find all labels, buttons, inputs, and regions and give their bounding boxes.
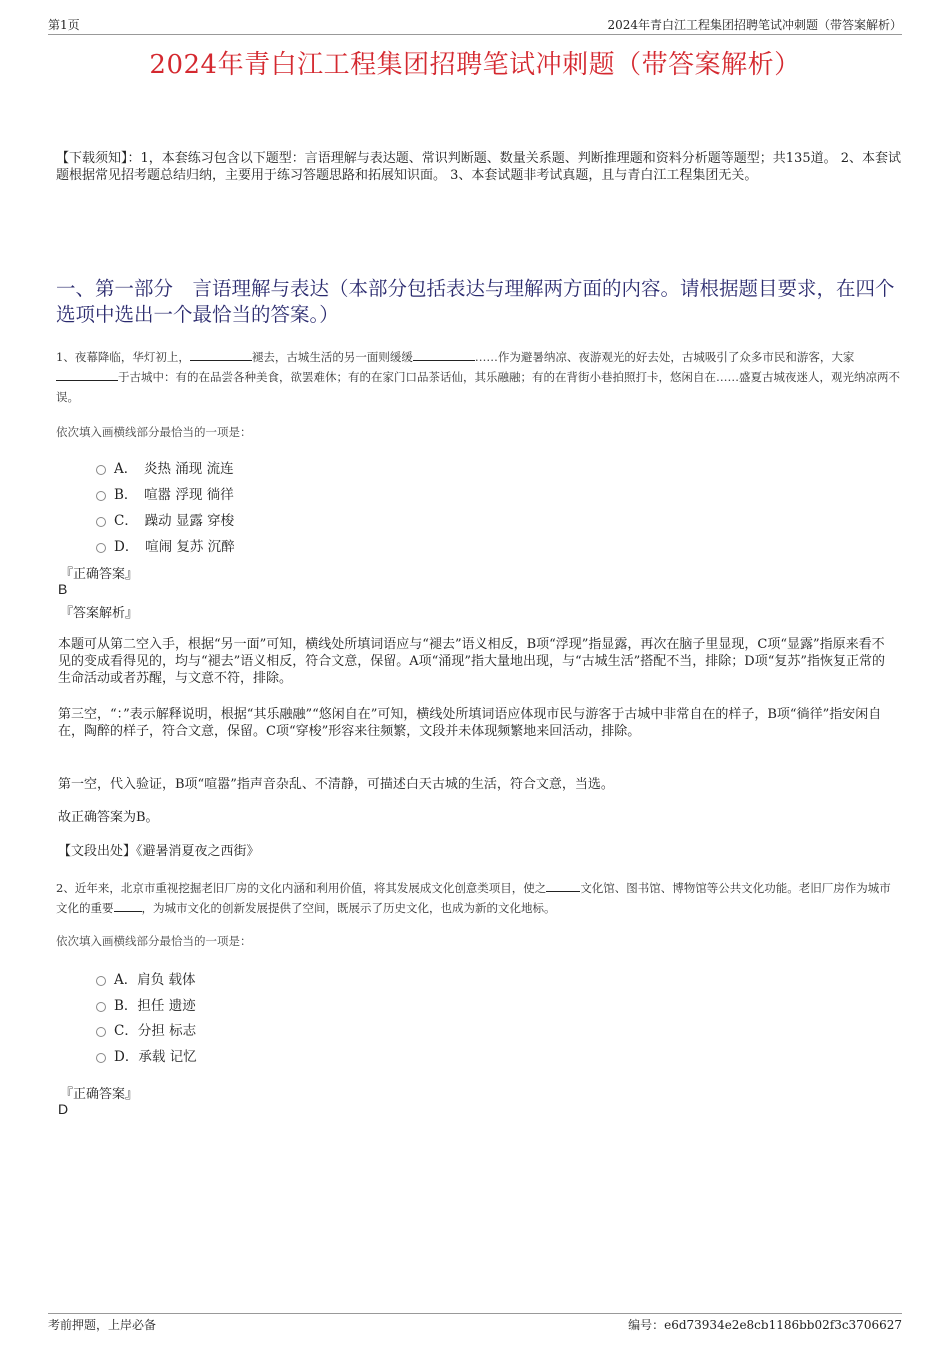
blank-2 [413, 347, 475, 361]
radio-icon[interactable] [96, 543, 106, 553]
section-title: 一、第一部分 言语理解与表达（本部分包括表达与理解两方面的内容。请根据题目要求，在四个选项中选出一个最恰当的答案。） [56, 277, 895, 326]
question-1-text: 1、夜幕降临，华灯初上， 褪去，古城生活的另一面则缓缓 ……作为避暑纳凉、夜游观光的好去处，古城吸引了众多市民和游客，大家于古城中：有的在品尝各种美食，欲罢难休；有的在家门口品茶话仙，其乐融融；有的在背街小巷拍照打卡，悠闲自在……盛夏古城夜迷人，观光纳凉两不误。 [56, 347, 901, 407]
page-footer [48, 1313, 902, 1332]
footer-slogan: 考前押题，上岸必备 [48, 1318, 157, 1332]
q1-analysis-label: 『答案解析』 [60, 606, 139, 621]
blank-1 [546, 878, 580, 892]
q2-option-a[interactable]: A．肩负 载体 [96, 968, 196, 988]
radio-icon[interactable] [96, 465, 106, 475]
q2-answer: D [58, 1101, 69, 1117]
footer-doc-id: 编号：e6d73934e2e8cb1186bb02f3c3706627 [628, 1318, 902, 1332]
q1-analysis-4: 故正确答案为B。 [58, 810, 159, 825]
q1-answer: B [58, 581, 68, 597]
q1-analysis-1: 本题可从第二空入手，根据“另一面”可知，横线处所填词语应与“褪去”语义相反，B项“浮现”指显露，再次在脑子里显现，C项“显露”指原来看不见的变成看得见的，均与“褪去”语义相反，符合文意，保留。A项“涌现”指大量地出现，与“古城生活”搭配不当，排除；D项“复苏”指恢复正常的生命活动或者苏醒，与文意不符，排除。 [58, 637, 885, 686]
radio-icon[interactable] [96, 491, 106, 501]
radio-icon[interactable] [96, 976, 106, 986]
question-2-prompt: 依次填入画横线部分最恰当的一项是： [56, 934, 252, 948]
header-doc-title: 2024年青白江工程集团招聘笔试冲刺题（带答案解析） [607, 18, 902, 32]
blank-2 [114, 898, 142, 912]
q2-option-c[interactable]: C．分担 标志 [96, 1019, 196, 1039]
blank-1 [190, 347, 252, 361]
radio-icon[interactable] [96, 1053, 106, 1063]
blank-3 [56, 367, 118, 381]
radio-icon[interactable] [96, 1002, 106, 1012]
q2-answer-label: 『正确答案』 [60, 1087, 139, 1102]
q1-analysis-2: 第三空，“：”表示解释说明，根据“其乐融融”“悠闲自在”可知，横线处所填词语应体现市民与游客于古城中非常自在的样子，B项“徜徉”指安闲自在，陶醉的样子，符合文意，保留。C项“穿梭”形容来往频繁，文段并未体现频繁地来回活动，排除。 [58, 707, 882, 739]
q1-option-d[interactable]: D． 喧闹 复苏 沉醉 [96, 535, 235, 555]
radio-icon[interactable] [96, 517, 106, 527]
radio-icon[interactable] [96, 1027, 106, 1037]
q1-option-c[interactable]: C． 躁动 显露 穿梭 [96, 509, 234, 529]
q2-option-b[interactable]: B．担任 遗迹 [96, 994, 196, 1014]
q1-option-b[interactable]: B． 喧嚣 浮现 徜徉 [96, 483, 234, 503]
page-header [48, 14, 902, 35]
q1-answer-label: 『正确答案』 [60, 567, 139, 582]
q1-option-a[interactable]: A． 炎热 涌现 流连 [96, 457, 234, 477]
q1-analysis-3: 第一空，代入验证，B项“喧嚣”指声音杂乱、不清静，可描述白天古城的生活，符合文意，当选。 [58, 777, 614, 792]
document-title: 2024年青白江工程集团招聘笔试冲刺题（带答案解析） [149, 50, 801, 80]
download-notice: 【下载须知】：1，本套练习包含以下题型：言语理解与表达题、常识判断题、数量关系题、判断推理题和资料分析题等题型；共135道。 2、本套试题根据常见招考题总结归纳，主要用于练习答题思路和拓展知识面。 3、本套试题非考试真题，且与青白江工程集团无关。 [56, 151, 901, 183]
q1-source: 【文段出处】《避暑消夏夜之西街》 [58, 844, 260, 859]
page-number: 第1页 [48, 18, 80, 32]
q2-option-d[interactable]: D．承载 记忆 [96, 1045, 197, 1065]
question-1-prompt: 依次填入画横线部分最恰当的一项是： [56, 425, 252, 439]
question-2-text: 2、近年来，北京市重视挖掘老旧厂房的文化内涵和利用价值，将其发展成文化创意类项目，使之 文化馆、图书馆、博物馆等公共文化功能。老旧厂房作为城市文化的重要 ，为城市文化的创新发展提供了空间，既展示了历史文化，也成为新的文化地标。 [56, 878, 901, 918]
